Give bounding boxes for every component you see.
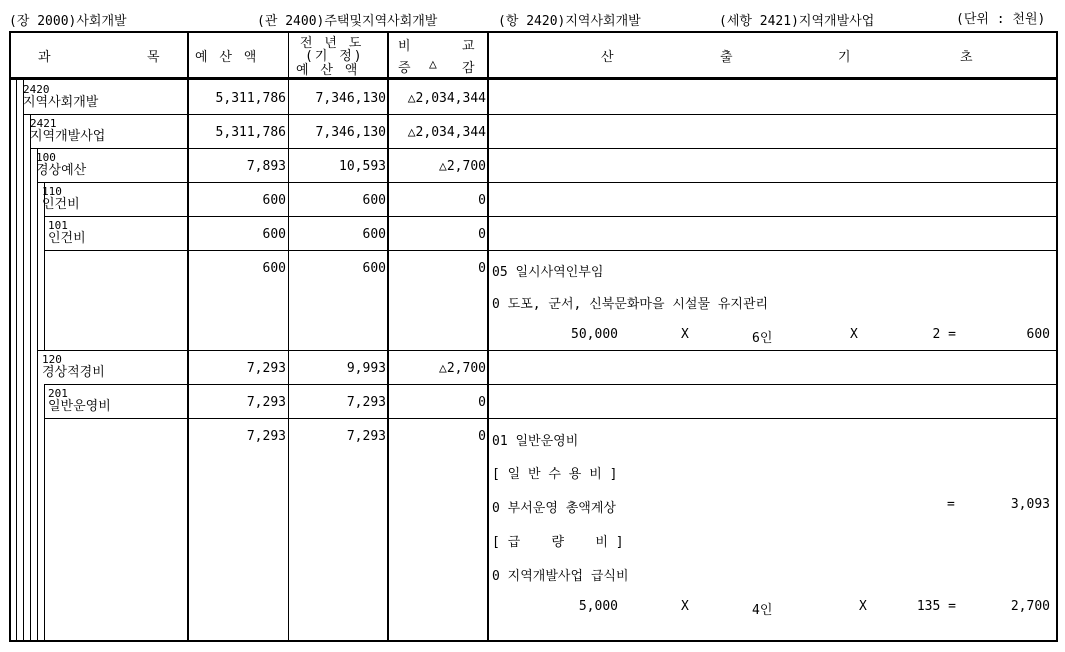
row-line-5 [44, 250, 1058, 251]
row-title: 일반운영비 [48, 399, 111, 414]
row-code: 2421 [30, 117, 57, 130]
row-diff: △2,700 [439, 361, 486, 376]
indent-line-1 [16, 80, 17, 642]
col-header-basis-1: 산 [601, 50, 614, 65]
row-prev: 600 [362, 261, 386, 276]
row-budget: 600 [262, 193, 286, 208]
row-code: 101 [48, 219, 68, 232]
row-title: 지역개발사업 [30, 129, 106, 144]
basis-calc-days: 2 = [932, 327, 956, 342]
table-right-border [1056, 31, 1058, 642]
indent-line-4 [37, 148, 38, 642]
row-line-6 [37, 350, 1058, 351]
col-budget-border [187, 31, 189, 642]
header-bottom-border [9, 77, 1058, 80]
basis-calc-total: 2,700 [1010, 599, 1050, 614]
row-prev: 7,293 [346, 429, 386, 444]
row-title: 인건비 [48, 231, 86, 246]
basis-calc-total: 3,093 [1010, 497, 1050, 512]
row-budget: 600 [262, 261, 286, 276]
row-diff: 0 [478, 227, 486, 242]
row-line-8 [44, 418, 1058, 419]
header-hang: (항 2420)지역사회개발 [498, 14, 641, 29]
row-code: 201 [48, 387, 68, 400]
basis-line: 0 지역개발사업 급식비 [492, 569, 629, 584]
col-header-basis-2: 출 [720, 50, 733, 65]
basis-calc-people: 6인 [752, 331, 773, 346]
col-header-basis-4: 초 [960, 50, 973, 65]
col-basis-border [487, 31, 489, 642]
col-header-cmp-2a: 증 [398, 61, 411, 76]
header-jang: (장 2000)사회개발 [9, 14, 127, 29]
indent-line-6 [44, 384, 45, 642]
row-budget: 7,893 [246, 159, 286, 174]
basis-line: 05 일시사역인부임 [492, 265, 604, 280]
row-title: 경상적경비 [42, 365, 105, 380]
basis-line: [ 급 량 비 ] [492, 535, 624, 550]
col-header-cmp-1b: 교 [462, 39, 475, 54]
basis-calc-times: X [681, 327, 689, 342]
col-header-cmp-2b: △ [429, 57, 437, 72]
basis-calc-equals: = [947, 497, 955, 512]
basis-calc-people: 4인 [752, 603, 773, 618]
row-budget: 5,311,786 [215, 91, 286, 106]
row-code: 120 [42, 353, 62, 366]
row-line-4 [44, 216, 1058, 217]
row-diff: 0 [478, 261, 486, 276]
header-gwan: (관 2400)주택및지역사회개발 [257, 14, 438, 29]
col-header-budget: 예 산 액 [195, 50, 259, 65]
col-header-cmp-2c: 감 [462, 61, 475, 76]
col-header-prev-3: 예 산 액 [296, 63, 360, 78]
indent-line-2 [23, 80, 24, 642]
table-top-border [9, 31, 1058, 33]
col-header-basis-3: 기 [838, 50, 851, 65]
row-prev: 7,346,130 [315, 125, 386, 140]
row-budget: 5,311,786 [215, 125, 286, 140]
row-line-1 [23, 114, 1058, 115]
table-left-border [9, 31, 11, 642]
row-diff: △2,700 [439, 159, 486, 174]
basis-calc-amount: 50,000 [571, 327, 618, 342]
col-header-cmp-1a: 비 [398, 39, 411, 54]
basis-calc-times: X [850, 327, 858, 342]
col-header-gwamok-right: 목 [147, 50, 160, 65]
row-title: 경상예산 [36, 163, 87, 178]
row-prev: 7,346,130 [315, 91, 386, 106]
row-prev: 10,593 [339, 159, 386, 174]
row-title: 인건비 [42, 197, 80, 212]
row-prev: 9,993 [346, 361, 386, 376]
table-bottom-border [9, 640, 1058, 642]
header-unit: (단위 : 천원) [956, 12, 1046, 27]
row-budget: 7,293 [246, 361, 286, 376]
row-line-7 [44, 384, 1058, 385]
row-line-2 [30, 148, 1058, 149]
row-diff: △2,034,344 [407, 125, 486, 140]
row-diff: 0 [478, 429, 486, 444]
basis-line: 01 일반운영비 [492, 434, 579, 449]
row-line-3 [37, 182, 1058, 183]
col-header-prev-2: (기 정) [305, 49, 364, 64]
col-header-gwamok-left: 과 [38, 50, 51, 65]
basis-calc-times: X [859, 599, 867, 614]
row-prev: 600 [362, 227, 386, 242]
basis-calc-amount: 5,000 [578, 599, 618, 614]
basis-calc-total: 600 [1026, 327, 1050, 342]
row-title: 지역사회개발 [23, 95, 99, 110]
row-prev: 7,293 [346, 395, 386, 410]
col-prev-border [288, 31, 289, 642]
basis-line: [ 일 반 수 용 비 ] [492, 467, 618, 482]
row-code: 2420 [23, 83, 50, 96]
basis-calc-days: 135 = [916, 599, 956, 614]
basis-line: 0 도포, 군서, 신북문화마을 시설물 유지관리 [492, 297, 769, 312]
col-header-prev-1: 전 년 도 [300, 36, 364, 51]
indent-line-3 [30, 114, 31, 642]
row-budget: 7,293 [246, 429, 286, 444]
header-sehang: (세항 2421)지역개발사업 [719, 14, 875, 29]
basis-calc-times: X [681, 599, 689, 614]
row-diff: △2,034,344 [407, 91, 486, 106]
row-diff: 0 [478, 395, 486, 410]
basis-line: 0 부서운영 총액계상 [492, 501, 616, 516]
row-prev: 600 [362, 193, 386, 208]
row-diff: 0 [478, 193, 486, 208]
row-budget: 600 [262, 227, 286, 242]
row-code: 100 [36, 151, 56, 164]
row-code: 110 [42, 185, 62, 198]
col-diff-border [387, 31, 389, 642]
row-budget: 7,293 [246, 395, 286, 410]
